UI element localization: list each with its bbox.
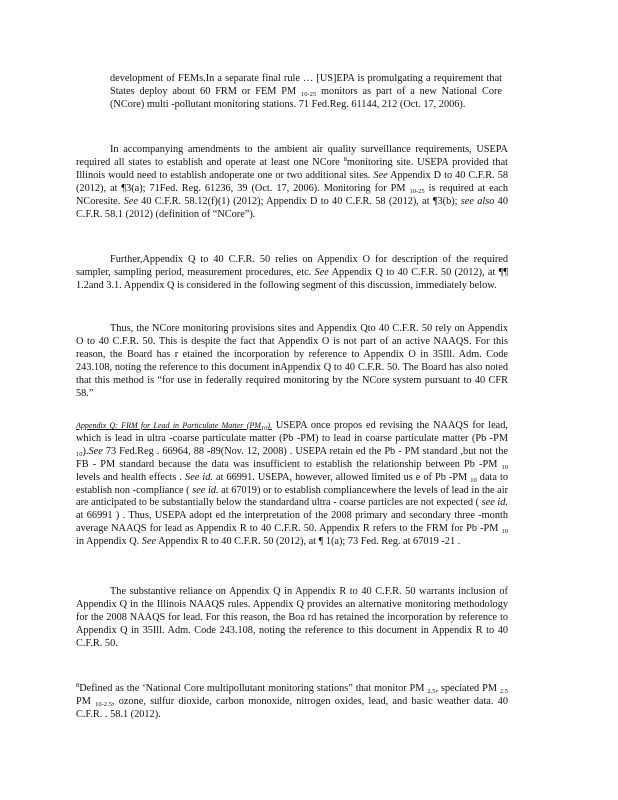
paragraph-ncore-provisions: Thus, the NCore monitoring provisions sites and Appendix Qto 40 C.F.R. 50 rely on Appendix O to 40 C.F.R. 50. This is despite the fact that Appendix O is not part of an active NAAQS. For this reason, the Board has r etained the incorporation by reference to Appendix O in 35Ill. Adm. Code 243.108, noting the reference to this document inAppendix Q to 40 C.F.R. 50. The Board has also noted that this method is “for use in federally required monitoring by the NCore system pursuant to 40 CFR 58.”	[76, 323, 508, 399]
paragraph-ncore-amendments: In accompanying amendments to the ambient air quality surveillance requirements, USEPA required all states to establish and operate at least one NCore $^8$monitoring site. USEPA provided that Illinois would need to establish andoperate one or two additional sites. See Appendix D to 40 C.F.R. 58 (2012), at ¶3(a); 71Fed. Reg. 61236, 39 (Oct. 17, 2006). Monitoring for PM $_{10-25}$ is required at each NCoresite. See 40 C.F.R. 58.12(f)(1) (2012); Appendix D to 40 C.F.R. 58 (2012), at ¶3(b); see also 40 C.F.R. 58.1 (2012) (definition of “NCore”).	[76, 144, 509, 220]
footnote-8: $^8$Defined as the ‘National Core multipollutant monitoring stations” that monitor PM $_{2.5}$, speciated PM $_{2.5}$ PM $_{10-2.5}$, ozone, sulfur dioxide, carbon monoxide, nitrogen oxides, lead, and basic weather data. 40 C.F.R. . 58.1 (2012).	[76, 682, 508, 720]
footnote-mark: 8	[76, 682, 80, 689]
section-heading-appendix-q: Appendix Q: FRM for Lead in Particulate Matter $(PM_{10})$.	[76, 421, 273, 432]
footnote-ref-8: 8	[343, 155, 347, 163]
paragraph-ncore-intro: development of FEMs.In a separate final rule … [US]EPA is promulgating a requirement that States deploy about 60 FRM or FEM PM $_{10-25}$ monitors as part of a new National Core (NCore) multi -pollutant monitoring stations. 71 Fed.Reg. 61144, 212 (Oct. 17, 2006).	[110, 73, 502, 110]
paragraph-substantive-reliance: The substantive reliance on Appendix Q in Appendix R to 40 C.F.R. 50 warrants inclusion of Appendix Q in the Illinois NAAQS rules. Appendix Q provides an alternative monitoring methodology for the 2008 NAAQS for lead. For this reason, the Boa rd has retained the incorporation by reference to Appendix Q in 35Ill. Adm. Code 243.108, noting the reference to this document in Appendix R to 40 C.F.R. 50.	[76, 586, 508, 649]
paragraph-appendix-q-relies: Further,Appendix Q to 40 C.F.R. 50 relies on Appendix O for description of the required sampler, sampling period, measurement procedures, etc. See Appendix Q to 40 C.F.R. 50 (2012), at ¶¶ 1.2and 3.1. Appendix Q is considered in the following segment of this discussion, immediately below.	[76, 254, 508, 291]
paragraph-appendix-q-lead: Appendix Q: FRM for Lead in Particulate Matter $(PM_{10})$. USEPA once propos ed revising the NAAQS for lead, which is lead in ultra -coarse particulate matter (Pb -PM) to lead in coarse particulate matter (Pb -PM $_{10}$).See 73 Fed.Reg . 66964, 88 -89(Nov. 12, 2008) . USEPA retain ed the Pb - PM standard ,but not the FB - PM standard because the data was insufficient to establish the relationship between Pb -PM $_{10}$ levels and health effects . See id. at 66991. USEPA, however, allowed limited us e of Pb -PM $_{10}$ data to establish non -compliance ( see id. at 67019) or to establish compliancewhere the levels of lead in the air are anticipated to be substantially below the standardand ultra - coarse particles are not expected ( see id. at 66991 ) . Thus, USEPA adopt ed the interpretation of the 2008 primary and secondary three -month average NAAQS for lead as Appendix R to 40 C.F.R. 50. Appendix R refers to the FRM for Pb -PM $_{10}$ in Appendix Q. See Appendix R to 40 C.F.R. 50 (2012), at ¶ 1(a); 73 Fed. Reg. at 67019 -21 .	[76, 420, 509, 548]
